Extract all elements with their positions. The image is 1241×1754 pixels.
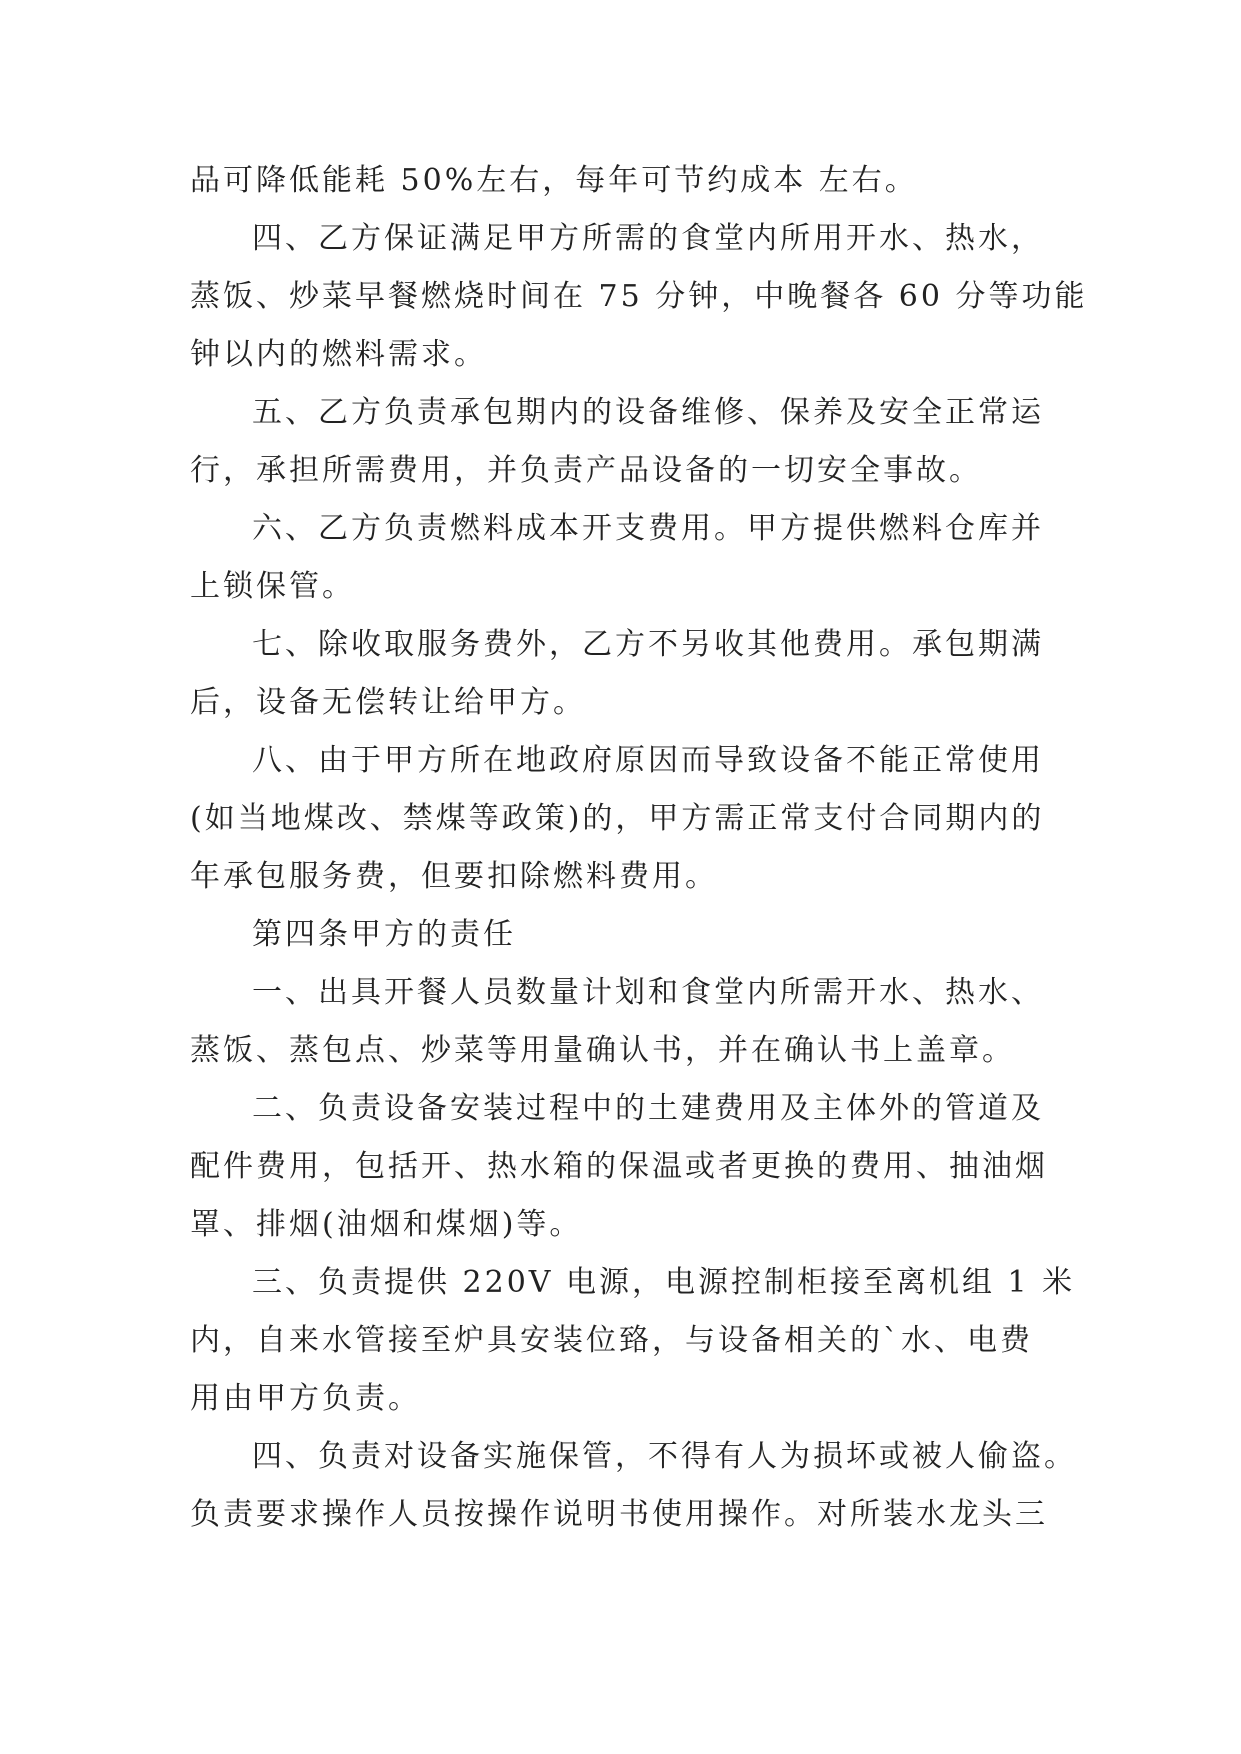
text-line: 七、除收取服务费外，乙方不另收其他费用。承包期满	[252, 627, 1044, 662]
text-line: 二、负责设备安装过程中的土建费用及主体外的管道及	[252, 1091, 1044, 1126]
text-line: 第四条甲方的责任	[252, 917, 516, 952]
text-line: 八、由于甲方所在地政府原因而导致设备不能正常使用	[252, 743, 1044, 778]
text-line: 年承包服务费，但要扣除燃料费用。	[190, 859, 718, 894]
text-line: 上锁保管。	[190, 569, 355, 604]
text-line: 一、出具开餐人员数量计划和食堂内所需开水、热水、	[252, 975, 1044, 1010]
document-body	[190, 152, 1088, 1544]
text-line: 蒸饭、炒菜早餐燃烧时间在 75 分钟，中晚餐各 60 分等功能	[190, 279, 1088, 314]
text-line: 五、乙方负责承包期内的设备维修、保养及安全正常运	[252, 395, 1044, 430]
text-line: (如当地煤改、禁煤等政策)的，甲方需正常支付合同期内的	[190, 801, 1045, 836]
text-line: 用由甲方负责。	[190, 1381, 421, 1416]
text-line: 行，承担所需费用，并负责产品设备的一切安全事故。	[190, 453, 982, 488]
text-line: 钟以内的燃料需求。	[190, 337, 487, 372]
text-line: 后，设备无偿转让给甲方。	[190, 685, 586, 720]
text-line: 六、乙方负责燃料成本开支费用。甲方提供燃料仓库并	[252, 511, 1044, 546]
text-line: 四、负责对设备实施保管，不得有人为损坏或被人偷盗。	[252, 1439, 1077, 1474]
text-line: 品可降低能耗 50%左右，每年可节约成本 左右。	[190, 163, 918, 198]
text-line: 内，自来水管接至炉具安装位臵，与设备相关的`水、电费	[190, 1323, 1033, 1358]
text-line: 配件费用，包括开、热水箱的保温或者更换的费用、抽油烟	[190, 1149, 1048, 1184]
text-line: 蒸饭、蒸包点、炒菜等用量确认书，并在确认书上盖章。	[190, 1033, 1015, 1068]
text-line: 负责要求操作人员按操作说明书使用操作。对所装水龙头三	[190, 1497, 1048, 1532]
text-line: 四、乙方保证满足甲方所需的食堂内所用开水、热水，	[252, 221, 1044, 256]
text-line: 罩、排烟(油烟和煤烟)等。	[190, 1207, 583, 1242]
text-line: 三、负责提供 220V 电源，电源控制柜接至离机组 1 米	[252, 1265, 1076, 1300]
